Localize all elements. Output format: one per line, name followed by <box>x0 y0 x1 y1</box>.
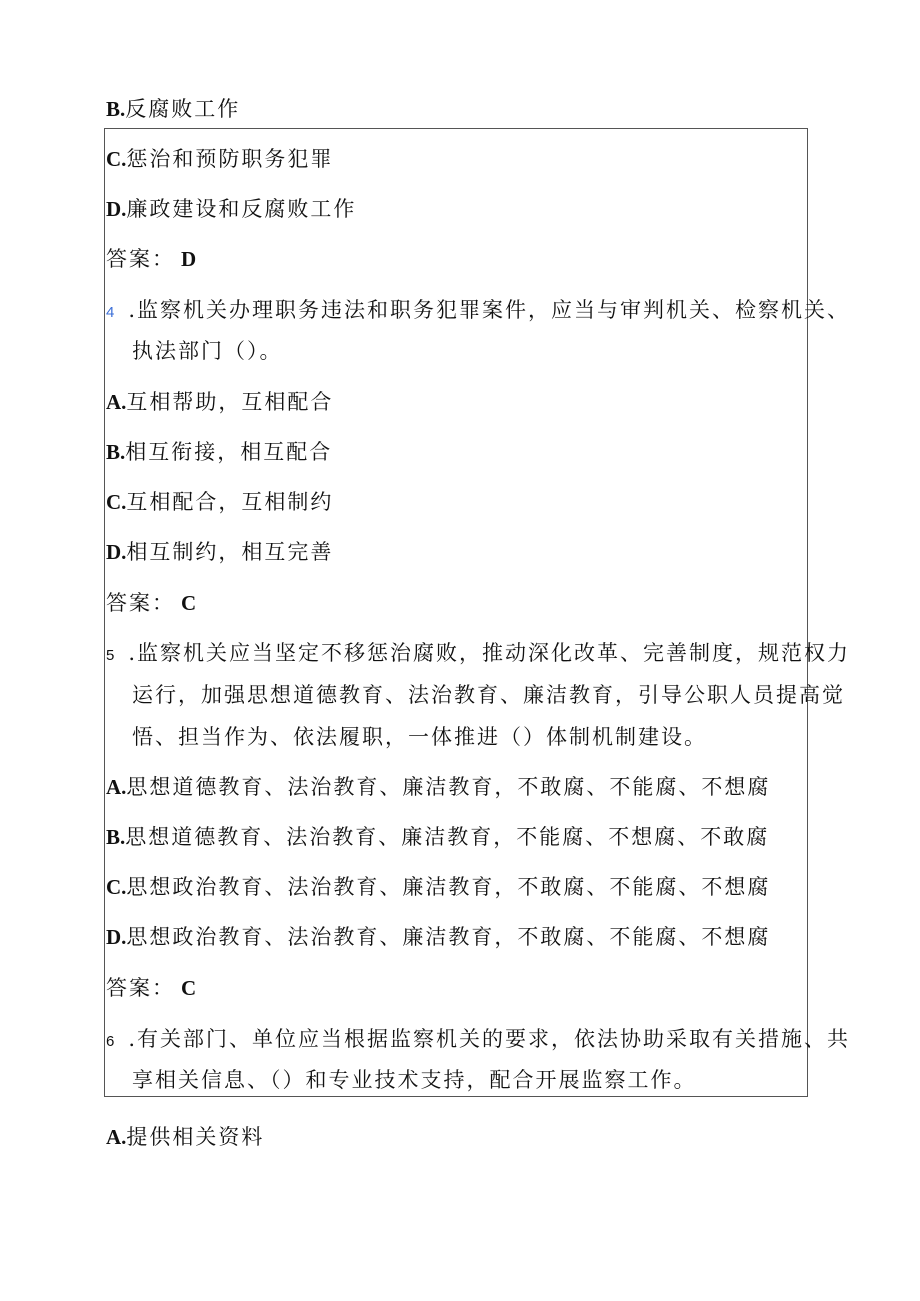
answer-value: C <box>181 976 197 1000</box>
option-label: D. <box>106 540 127 564</box>
option-d-line <box>106 194 356 224</box>
question-number: 6 <box>106 1033 115 1050</box>
option-label: D. <box>106 197 127 221</box>
option-label: B. <box>106 440 126 464</box>
option-b-line <box>106 437 332 467</box>
option-label: A. <box>106 775 127 799</box>
question-text: .监察机关办理职务违法和职务犯罪案件，应当与审判机关、检察机关、 <box>128 298 851 322</box>
question-text: .有关部门、单位应当根据监察机关的要求，依法协助采取有关措施、共 <box>128 1027 851 1051</box>
question-4-line <box>106 295 850 328</box>
question-number: 4 <box>106 304 115 321</box>
option-c-line <box>106 872 770 902</box>
answer-line <box>106 588 196 618</box>
answer-value: C <box>181 591 197 615</box>
option-text: 互相配合，互相制约 <box>126 490 334 514</box>
question-5-continuation: 运行，加强思想道德教育、法治教育、廉洁教育，引导公职人员提高觉 <box>132 683 845 707</box>
answer-label: 答案： <box>106 976 175 1000</box>
option-label: A. <box>106 390 127 414</box>
option-b-line <box>106 94 240 124</box>
option-d-line <box>106 537 333 567</box>
option-text: 反腐败工作 <box>125 97 241 121</box>
option-text: 相互衔接，相互配合 <box>125 440 333 464</box>
question-6-continuation: 享相关信息、（）和专业技术支持，配合开展监察工作。 <box>132 1068 697 1092</box>
option-label: C. <box>106 875 127 899</box>
option-label: D. <box>106 925 127 949</box>
answer-label: 答案： <box>106 591 175 615</box>
answer-label: 答案： <box>106 247 175 271</box>
question-text: .监察机关应当坚定不移惩治腐败，推动深化改革、完善制度，规范权力 <box>128 641 851 665</box>
option-a-line <box>106 772 770 802</box>
option-c-line <box>106 144 333 174</box>
option-text: 惩治和预防职务犯罪 <box>126 147 334 171</box>
option-label: C. <box>106 147 127 171</box>
option-label: A. <box>106 1125 127 1149</box>
question-number: 5 <box>106 647 115 664</box>
option-label: B. <box>106 825 126 849</box>
answer-line <box>106 973 196 1003</box>
question-5-line <box>106 638 850 671</box>
option-label: B. <box>106 97 126 121</box>
option-text: 廉政建设和反腐败工作 <box>126 197 357 221</box>
option-label: C. <box>106 490 127 514</box>
question-6-line <box>106 1024 850 1057</box>
answer-value: D <box>181 247 197 271</box>
option-text: 思想道德教育、法治教育、廉洁教育，不能腐、不想腐、不敢腐 <box>125 825 770 849</box>
question-4-continuation: 执法部门（）。 <box>132 339 283 363</box>
option-d-line <box>106 922 770 952</box>
option-text: 提供相关资料 <box>126 1125 265 1149</box>
option-text: 思想政治教育、法治教育、廉洁教育，不敢腐、不能腐、不想腐 <box>126 875 771 899</box>
question-5-continuation: 悟、担当作为、依法履职，一体推进（）体制机制建设。 <box>132 725 707 749</box>
option-text: 相互制约，相互完善 <box>126 540 334 564</box>
option-text: 思想道德教育、法治教育、廉洁教育，不敢腐、不能腐、不想腐 <box>126 775 771 799</box>
option-text: 思想政治教育、法治教育、廉洁教育，不敢腐、不能腐、不想腐 <box>126 925 771 949</box>
option-a-line <box>106 1122 264 1152</box>
option-text: 互相帮助，互相配合 <box>126 390 334 414</box>
option-a-line <box>106 387 333 417</box>
option-b-line <box>106 822 769 852</box>
answer-line <box>106 244 196 274</box>
option-c-line <box>106 487 333 517</box>
